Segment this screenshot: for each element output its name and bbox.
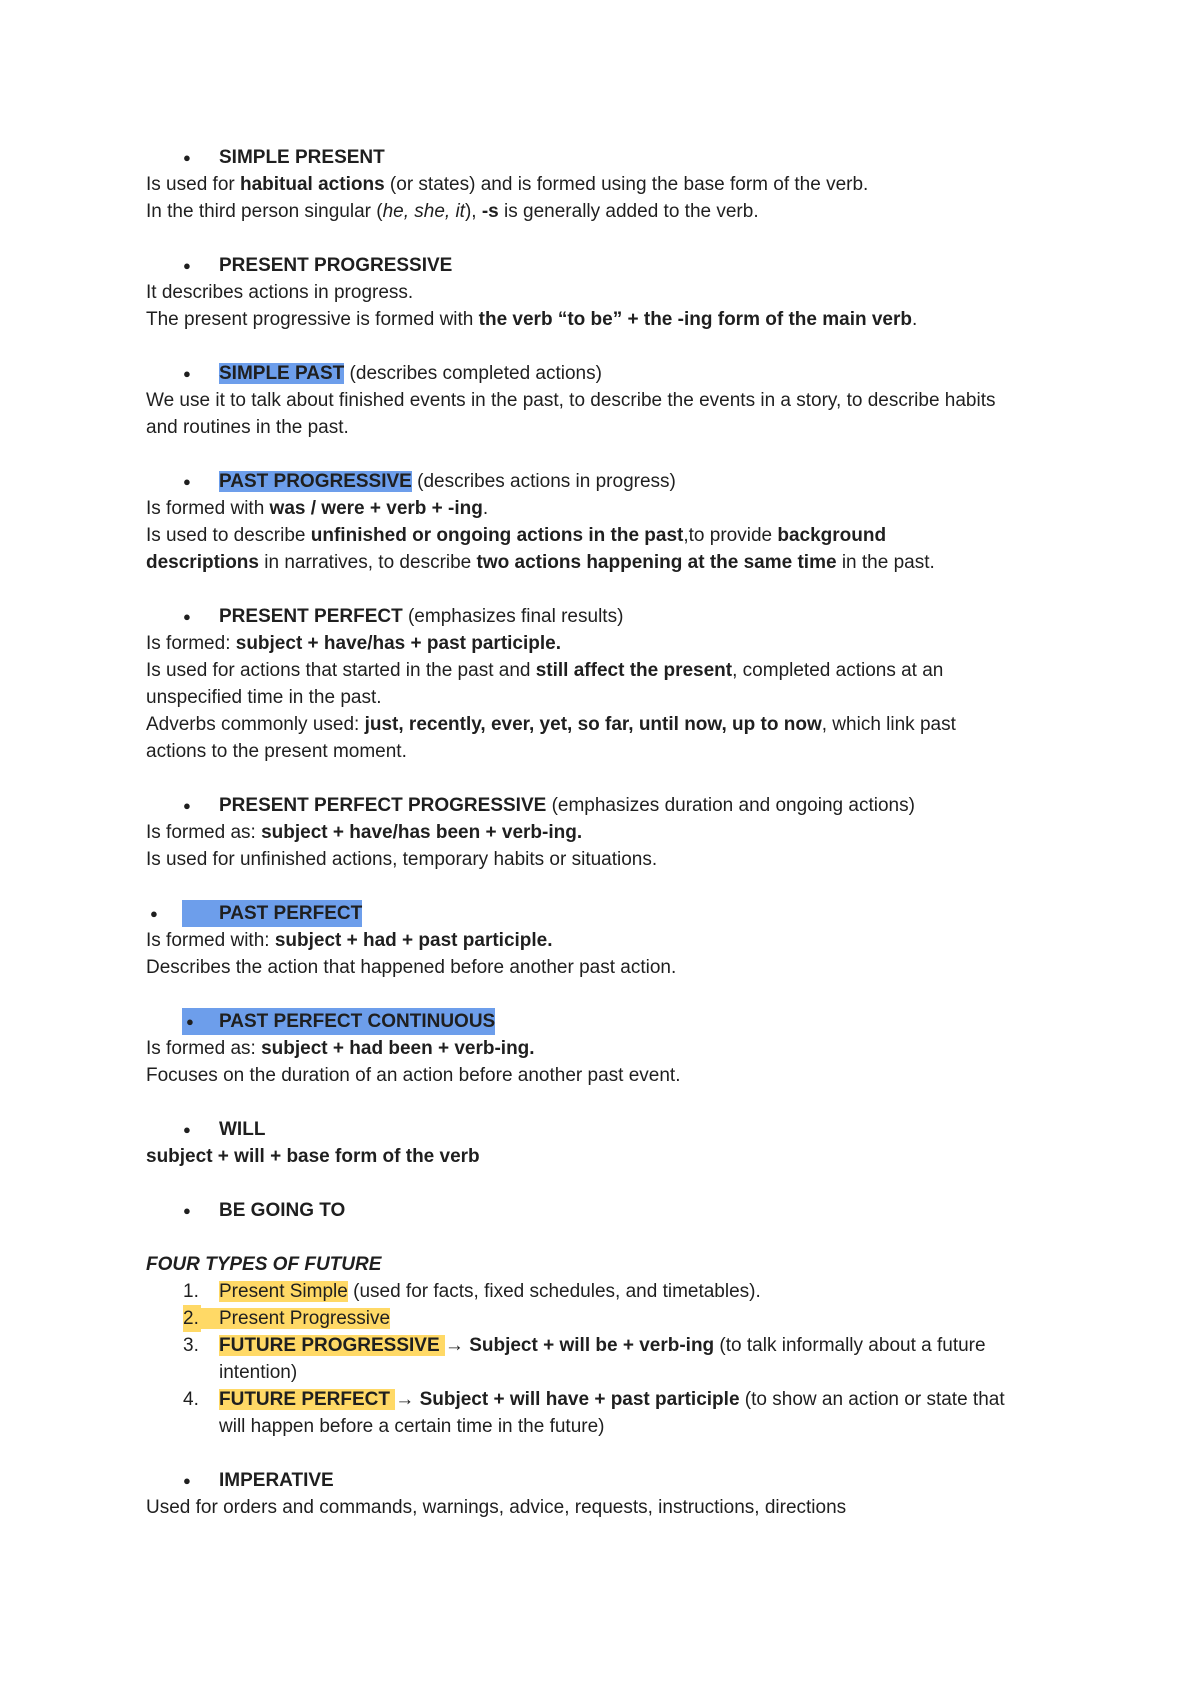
text-run: Is formed as: xyxy=(146,1038,262,1059)
bold-run: just, recently, ever, yet, so far, until now, up to now xyxy=(364,714,822,735)
bullet-icon: ● xyxy=(183,474,191,489)
text-run: in the past. xyxy=(836,552,935,573)
text-line: Focuses on the duration of an action before another past event. xyxy=(146,1065,681,1086)
text-run: . xyxy=(482,498,489,519)
bold-run: Subject + will be + verb-ing xyxy=(469,1335,715,1356)
bullet-icon: ● xyxy=(183,798,191,813)
heading-title: SIMPLE PAST xyxy=(219,363,345,384)
list-number: 3. xyxy=(183,1335,199,1356)
heading-title: PRESENT PERFECT xyxy=(219,606,403,627)
bold-run: -s xyxy=(481,201,499,222)
list-item-continuation: intention) xyxy=(219,1362,298,1383)
highlighted-heading xyxy=(182,1008,495,1035)
list-item-title: Present Simple xyxy=(219,1281,348,1302)
text-run: Is formed: xyxy=(146,633,236,654)
list-item xyxy=(146,1305,1086,1332)
bold-run: subject + have/has been + verb-ing. xyxy=(261,822,583,843)
section-heading xyxy=(146,144,1086,171)
list-number: 1. xyxy=(183,1281,199,1302)
bold-run: subject + have/has + past participle. xyxy=(235,633,561,654)
text-line xyxy=(146,1035,1086,1062)
text-run: Is used to describe xyxy=(146,525,311,546)
bold-run: the verb “to be” + the -ing form of the main verb xyxy=(478,309,912,330)
section-heading xyxy=(146,603,1086,630)
heading-title: PRESENT PERFECT PROGRESSIVE xyxy=(219,795,547,816)
section-heading xyxy=(146,1008,1086,1035)
text-run: , completed actions at an xyxy=(732,660,944,681)
text-line: and routines in the past. xyxy=(146,417,349,438)
list-item-note: (to talk informally about a future xyxy=(714,1335,986,1356)
text-run: Adverbs commonly used: xyxy=(146,714,365,735)
bullet-icon: ● xyxy=(183,609,191,624)
text-run: , which link past xyxy=(821,714,956,735)
section-heading xyxy=(146,252,1086,279)
list-number: 2. xyxy=(183,1305,201,1332)
heading-title: PAST PERFECT xyxy=(219,903,363,924)
bold-run: subject + had been + verb-ing. xyxy=(261,1038,535,1059)
heading-title: WILL xyxy=(219,1119,266,1140)
heading-title: SIMPLE PRESENT xyxy=(219,147,385,168)
text-line xyxy=(146,1143,1086,1170)
list-item-continuation: will happen before a certain time in the future) xyxy=(219,1416,605,1437)
bold-run: subject + had + past participle. xyxy=(274,930,553,951)
text-line: Is used for unfinished actions, temporary habits or situations. xyxy=(146,849,658,870)
text-line xyxy=(146,630,1086,657)
text-line xyxy=(146,549,1086,576)
text-line xyxy=(146,198,1086,225)
text-run: in narratives, to describe xyxy=(258,552,477,573)
section-heading xyxy=(146,1197,1086,1224)
text-line: We use it to talk about finished events in the past, to describe the events in a story, to describe habits xyxy=(146,390,996,411)
heading-note: (describes actions in progress) xyxy=(411,471,676,492)
bold-run: was / were + verb + -ing xyxy=(269,498,483,519)
heading-note: (describes completed actions) xyxy=(344,363,602,384)
section-heading xyxy=(146,1467,1086,1494)
list-item-title: FUTURE PERFECT xyxy=(219,1389,396,1410)
text-line xyxy=(146,171,1086,198)
section-heading xyxy=(146,900,1086,927)
bullet-icon: ● xyxy=(183,1122,191,1137)
list-item xyxy=(146,1332,1086,1386)
heading-title: PAST PROGRESSIVE xyxy=(219,471,412,492)
arrow-icon: → xyxy=(395,1389,420,1410)
text-run: In the third person singular ( xyxy=(146,201,383,222)
bullet-icon: ● xyxy=(183,258,191,273)
italic-run: he, she, it xyxy=(382,201,465,222)
text-line xyxy=(146,522,1086,549)
bold-run: subject + will + base form of the verb xyxy=(146,1146,480,1167)
text-run: ,to provide xyxy=(683,525,778,546)
section-heading xyxy=(146,360,1086,387)
text-run: (or states) and is formed using the base form of the verb. xyxy=(384,174,869,195)
text-run: ), xyxy=(464,201,482,222)
text-line xyxy=(146,495,1086,522)
text-run: is generally added to the verb. xyxy=(498,201,759,222)
highlighted-heading xyxy=(150,900,363,927)
section-heading xyxy=(146,1116,1086,1143)
heading-title: PAST PERFECT CONTINUOUS xyxy=(219,1011,496,1032)
bullet-icon: ● xyxy=(183,150,191,165)
text-line xyxy=(146,657,1086,684)
text-line xyxy=(146,306,1086,333)
text-run: Is used for actions that started in the past and xyxy=(146,660,536,681)
bullet-icon: ● xyxy=(186,1014,194,1029)
text-run: The present progressive is formed with xyxy=(146,309,479,330)
text-run: . xyxy=(912,309,918,330)
text-run: Is formed with xyxy=(146,498,270,519)
text-run: Is formed as: xyxy=(146,822,262,843)
bold-run: habitual actions xyxy=(240,174,385,195)
text-line: Used for orders and commands, warnings, advice, requests, instructions, directions xyxy=(146,1497,847,1518)
heading-note: (emphasizes duration and ongoing actions) xyxy=(546,795,915,816)
heading-title: BE GOING TO xyxy=(219,1200,346,1221)
section-heading xyxy=(146,792,1086,819)
bullet-icon: ● xyxy=(150,906,158,921)
list-item-title: Present Progressive xyxy=(193,1308,390,1329)
list-item-note: (to show an action or state that xyxy=(739,1389,1005,1410)
section-heading xyxy=(146,468,1086,495)
bold-run: unfinished or ongoing actions in the past xyxy=(310,525,684,546)
text-line: Describes the action that happened before another past action. xyxy=(146,957,677,978)
text-line: It describes actions in progress. xyxy=(146,282,414,303)
text-run: Is used for xyxy=(146,174,240,195)
bold-run: Subject + will have + past participle xyxy=(419,1389,740,1410)
text-line: actions to the present moment. xyxy=(146,741,407,762)
future-heading-text: FOUR TYPES OF FUTURE xyxy=(146,1254,382,1275)
future-heading xyxy=(146,1251,1086,1278)
heading-title: IMPERATIVE xyxy=(219,1470,334,1491)
bullet-icon: ● xyxy=(183,366,191,381)
list-item xyxy=(146,1278,1086,1305)
bullet-icon: ● xyxy=(183,1203,191,1218)
bullet-icon: ● xyxy=(183,1473,191,1488)
list-item xyxy=(146,1386,1086,1440)
list-number: 4. xyxy=(183,1389,199,1410)
arrow-icon: → xyxy=(444,1335,470,1356)
text-line xyxy=(146,711,1086,738)
text-line xyxy=(146,819,1086,846)
document-page xyxy=(146,144,1086,1521)
text-line xyxy=(146,927,1086,954)
heading-title: PRESENT PROGRESSIVE xyxy=(219,255,453,276)
text-line: unspecified time in the past. xyxy=(146,687,382,708)
bold-run: background xyxy=(777,525,887,546)
heading-note: (emphasizes final results) xyxy=(402,606,624,627)
text-run: Is formed with: xyxy=(146,930,275,951)
bold-run: two actions happening at the same time xyxy=(476,552,837,573)
bold-run: still affect the present xyxy=(535,660,733,681)
bold-run: descriptions xyxy=(146,552,259,573)
list-item-note: (used for facts, fixed schedules, and timetables). xyxy=(347,1281,761,1302)
list-item-title: FUTURE PROGRESSIVE xyxy=(219,1335,445,1356)
